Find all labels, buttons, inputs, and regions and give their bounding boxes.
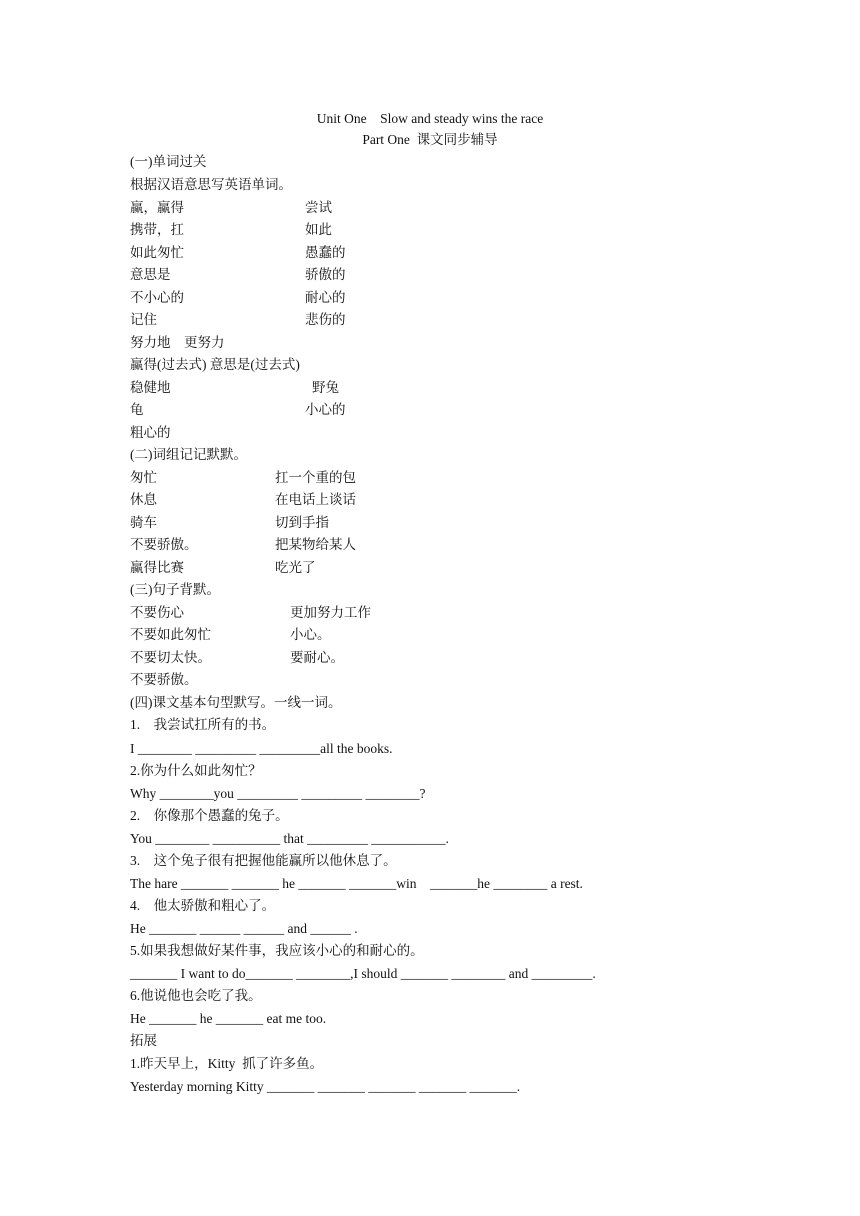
exercise-prompt: 1.昨天早上，Kitty 抓了许多鱼。 xyxy=(130,1056,324,1071)
exercise-blank-line: The hare _______ _______ he _______ _______win _______he ________ a rest. xyxy=(130,876,583,891)
exercise-blank-line: _______ I want to do_______ ________,I should _______ ________ and _________. xyxy=(130,966,596,981)
exercise-prompt: 2. 你像那个愚蠢的兔子。 xyxy=(130,808,289,823)
phrase-cn-left: 不要骄傲。 xyxy=(130,537,198,552)
vocab-cn-left: 如此匆忙 xyxy=(130,245,184,260)
exercise-prompt: 5.如果我想做好某件事，我应该小心的和耐心的。 xyxy=(130,943,424,958)
exercise-blank-line: Why ________you _________ _________ ________? xyxy=(130,786,426,801)
vocab-cn-right: 悲伤的 xyxy=(305,312,346,327)
exercise-prompt: 3. 这个兔子很有把握他能赢所以他休息了。 xyxy=(130,853,397,868)
vocab-cn-right: 小心的 xyxy=(305,402,346,417)
exercise-blank-line: I ________ _________ _________all the books. xyxy=(130,741,393,756)
sentence-cn-left: 不要伤心 xyxy=(130,605,184,620)
exercise-prompt: 2.你为什么如此匆忙？ xyxy=(130,763,262,778)
sentence-cn-right: 更加努力工作 xyxy=(290,605,371,620)
sentence-cn-right: 小心。 xyxy=(290,627,331,642)
vocab-cn-right: 如此 xyxy=(305,222,332,237)
phrase-cn-right: 把某物给某人 xyxy=(275,537,356,552)
phrase-cn-right: 切到手指 xyxy=(275,515,329,530)
sentence-cn-right: 要耐心。 xyxy=(290,650,344,665)
sentence-cn-left: 不要切太快。 xyxy=(130,650,211,665)
exercise-blank-line: He _______ he _______ eat me too. xyxy=(130,1011,327,1026)
exercise-prompt: 4. 他太骄傲和粗心了。 xyxy=(130,898,276,913)
vocab-cn-right: 尝试 xyxy=(305,200,332,215)
vocab-cn-left: 赢得(过去式) 意思是(过去式) xyxy=(130,357,300,372)
section2-heading: (二)词组记记默默。 xyxy=(130,447,247,462)
vocab-cn-left: 稳健地 xyxy=(130,380,171,395)
phrase-cn-left: 匆忙 xyxy=(130,470,157,485)
phrase-cn-right: 吃光了 xyxy=(275,560,316,575)
vocab-cn-left: 不小心的 xyxy=(130,290,184,305)
section3-heading: (三)句子背默。 xyxy=(130,582,220,597)
phrase-cn-left: 骑车 xyxy=(130,515,157,530)
exercise-blank-line: You ________ __________ that _________ ___________. xyxy=(130,831,449,846)
section4-heading: (四)课文基本句型默写。一线一词。 xyxy=(130,695,342,710)
section1-instruction: 根据汉语意思写英语单词。 xyxy=(130,177,292,192)
vocab-cn-right: 骄傲的 xyxy=(305,267,346,282)
vocab-cn-right: 野兔 xyxy=(312,380,339,395)
extension-heading: 拓展 xyxy=(130,1033,157,1048)
vocab-cn-left: 记住 xyxy=(130,312,157,327)
document-subtitle: Part One 课文同步辅导 xyxy=(362,132,498,147)
exercise-blank-line: He _______ ______ ______ and ______ . xyxy=(130,921,358,936)
exercise-blank-line: Yesterday morning Kitty _______ _______ _______ _______ _______. xyxy=(130,1079,521,1094)
vocab-cn-left: 龟 xyxy=(130,402,144,417)
section1-heading: (一)单词过关 xyxy=(130,154,207,169)
phrase-cn-right: 在电话上谈话 xyxy=(275,492,356,507)
vocab-cn-right: 耐心的 xyxy=(305,290,346,305)
vocab-cn-left: 粗心的 xyxy=(130,425,171,440)
phrase-cn-left: 休息 xyxy=(130,492,157,507)
vocab-cn-left: 赢，赢得 xyxy=(130,200,184,215)
vocab-cn-left: 携带，扛 xyxy=(130,222,184,237)
exercise-prompt: 6.他说他也会吃了我。 xyxy=(130,988,262,1003)
vocab-cn-left: 努力地 更努力 xyxy=(130,335,225,350)
vocab-cn-left: 意思是 xyxy=(130,267,171,282)
sentence-cn-left: 不要如此匆忙 xyxy=(130,627,211,642)
phrase-cn-right: 扛一个重的包 xyxy=(275,470,356,485)
sentence-cn-left: 不要骄傲。 xyxy=(130,672,198,687)
document-title: Unit One Slow and steady wins the race xyxy=(316,111,544,126)
vocab-cn-right: 愚蠢的 xyxy=(305,245,346,260)
exercise-prompt: 1. 我尝试扛所有的书。 xyxy=(130,717,276,732)
phrase-cn-left: 赢得比赛 xyxy=(130,560,184,575)
